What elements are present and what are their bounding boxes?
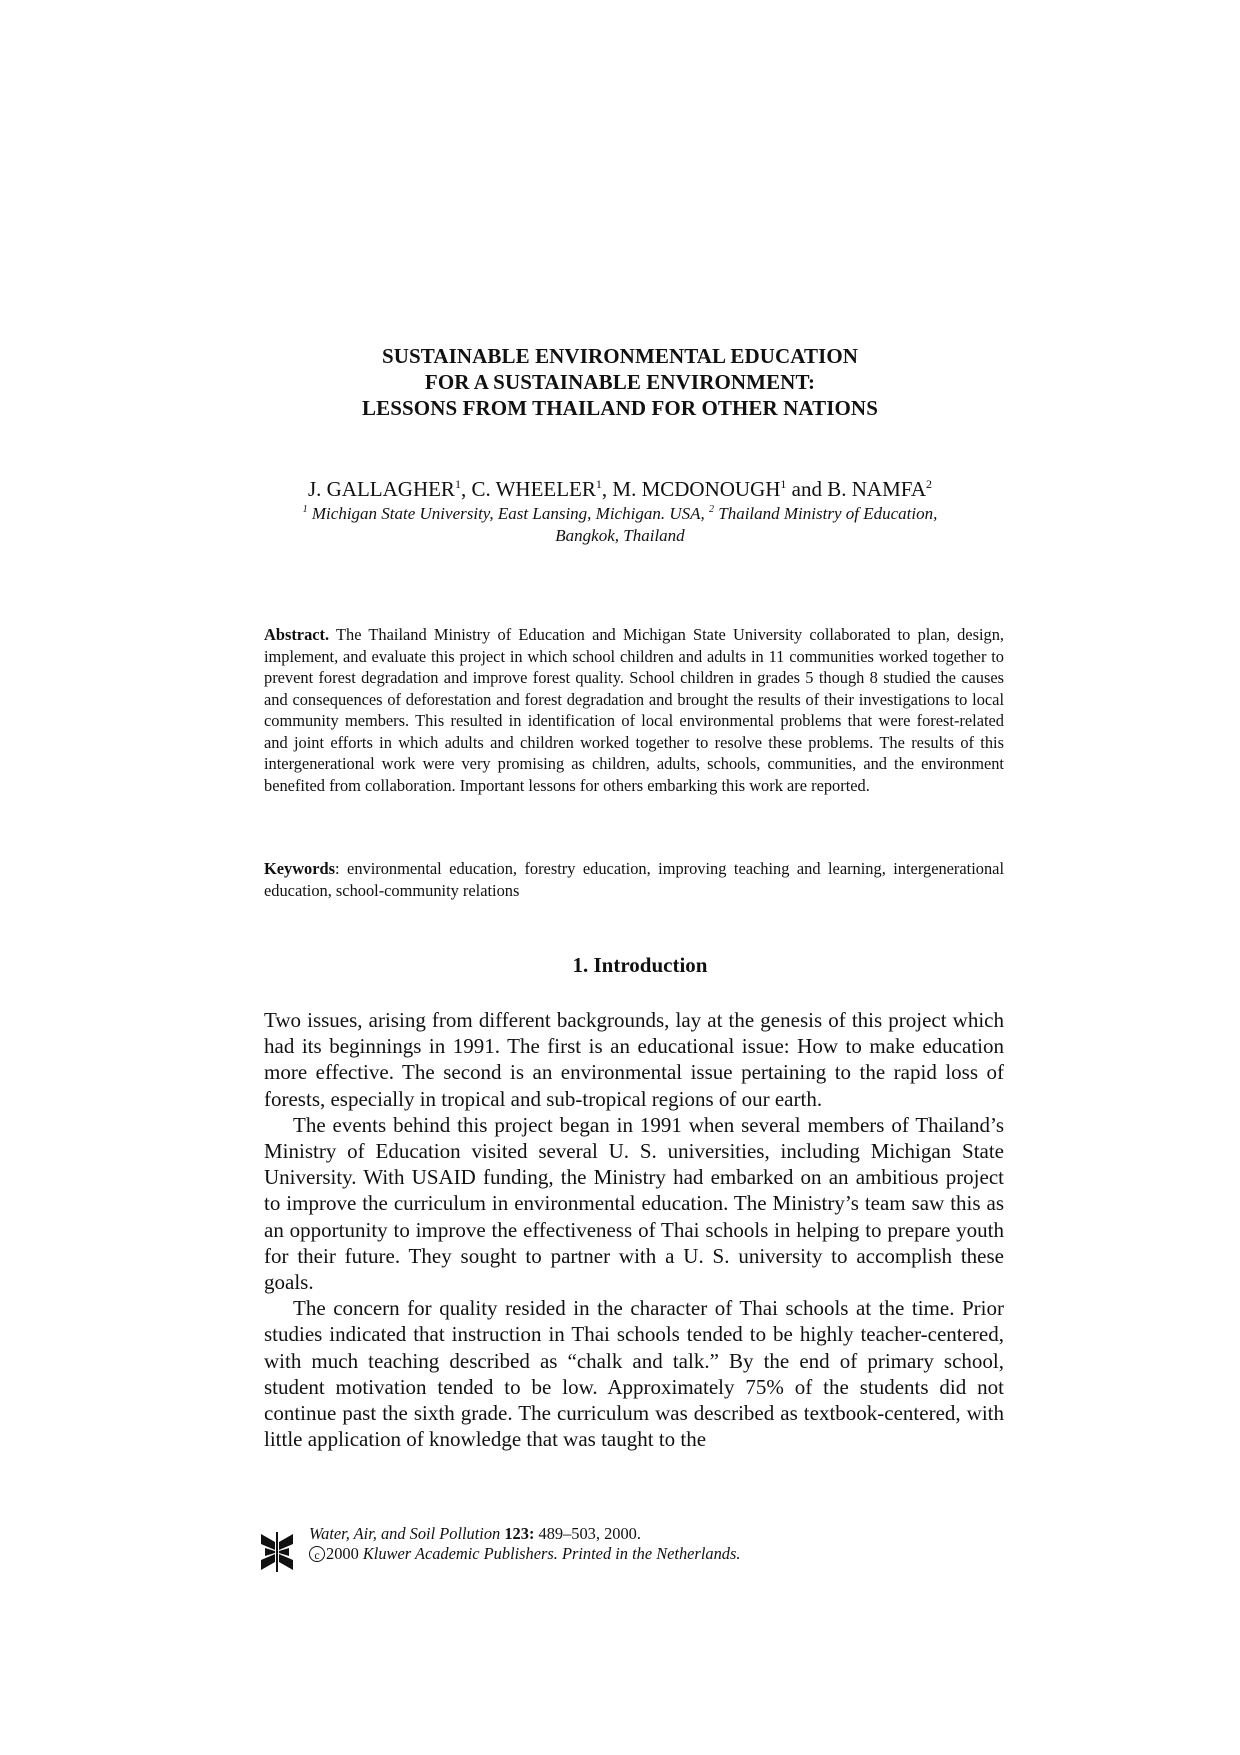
affiliation-text: Thailand Ministry of Education, xyxy=(714,504,938,523)
affiliation-text: Michigan State University, East Lansing, Michigan. USA, xyxy=(307,504,709,523)
abstract xyxy=(264,624,1004,796)
journal-pages: 489–503, 2000. xyxy=(534,1524,641,1543)
body-paragraph: The concern for quality resided in the character of Thai schools at the time. Prior studies indicated that instruction in Thai schools tended to be highly teacher-centered, with much teaching described as “chalk and talk.” By the end of primary school, student motivation tended to be low. Approximately 75% of the students did not continue past the sixth grade. The curriculum was described as textbook-centered, with little application of knowledge that was taught to the xyxy=(264,1296,1004,1452)
body-paragraph: Two issues, arising from different backgrounds, lay at the genesis of this project which had its beginnings in 1991. The first is an educational issue: How to make education more effective. The second is an environmental issue pertaining to the rapid loss of forests, especially in tropical and sub-tropical regions of our earth. xyxy=(264,1008,1004,1111)
keywords-text: : environmental education, forestry education, improving teaching and learning, intergenerational education, school-community relations xyxy=(264,859,1004,900)
author-affiliation-mark: 1 xyxy=(780,477,787,491)
affiliation-mark: 2 xyxy=(709,504,714,515)
copyright-year: 2000 xyxy=(326,1544,359,1563)
journal-name: Water, Air, and Soil Pollution xyxy=(309,1524,501,1543)
publisher-name: Kluwer Academic Publishers. Printed in the Netherlands. xyxy=(358,1544,741,1563)
affiliations xyxy=(0,503,1240,547)
author-list xyxy=(0,476,1240,502)
title-line: LESSONS FROM THAILAND FOR OTHER NATIONS xyxy=(362,396,878,420)
affiliation-line xyxy=(0,503,1240,525)
body-paragraph: The events behind this project began in 1991 when several members of Thailand’s Ministry of Education visited several U. S. universities, including Michigan State University. With USAID funding, the Ministry had embarked on an ambitious project to improve the curriculum in environmental education. The Ministry’s team saw this as an opportunity to improve the effectiveness of Thai schools in helping to prepare youth for their future. They sought to partner with a U. S. university to accomplish these goals. xyxy=(264,1112,1004,1295)
author-name: J. GALLAGHER xyxy=(307,477,455,501)
journal-citation xyxy=(309,1524,641,1544)
title-line: FOR A SUSTAINABLE ENVIRONMENT: xyxy=(424,370,816,394)
affiliation-mark: 1 xyxy=(302,504,308,515)
author-name: , M. MCDONOUGH xyxy=(601,477,781,501)
author-affiliation-mark: 1 xyxy=(454,477,461,491)
paper-title xyxy=(0,343,1240,421)
keywords-label: Keywords xyxy=(264,859,336,878)
section-heading: 1. Introduction xyxy=(572,953,708,977)
affiliation-line: Bangkok, Thailand xyxy=(555,526,685,545)
author-name: and B. NAMFA xyxy=(786,477,927,501)
author-name: , C. WHEELER xyxy=(460,477,596,501)
author-affiliation-mark: 1 xyxy=(595,477,602,491)
abstract-text: The Thailand Ministry of Education and Michigan State University collaborated to plan, design, implement, and evaluate this project in which school children and adults in 11 communities worked together to prevent forest degradation and improve forest quality. School children in grades 5 though 8 studied the causes and consequences of deforestation and forest degradation and brought the results of their investigations to local community members. This resulted in identification of local environmental problems that were forest-related and joint efforts in which adults and children worked together to resolve these problems. The results of this intergenerational work were very promising as children, adults, schools, communities, and the environment benefited from collaboration. Important lessons for others embarking this work are reported. xyxy=(264,625,1004,795)
copyright-symbol: c xyxy=(309,1546,325,1562)
body-text xyxy=(264,1007,1004,1452)
keywords xyxy=(264,858,1004,901)
copyright-line xyxy=(309,1544,740,1564)
journal-volume: 123: xyxy=(504,1524,535,1543)
author-affiliation-mark: 2 xyxy=(926,477,933,491)
title-line: SUSTAINABLE ENVIRONMENTAL EDUCATION xyxy=(381,344,859,368)
publisher-logo-icon xyxy=(259,1530,295,1574)
publication-footer xyxy=(259,1524,959,1584)
abstract-label: Abstract. xyxy=(264,625,330,644)
